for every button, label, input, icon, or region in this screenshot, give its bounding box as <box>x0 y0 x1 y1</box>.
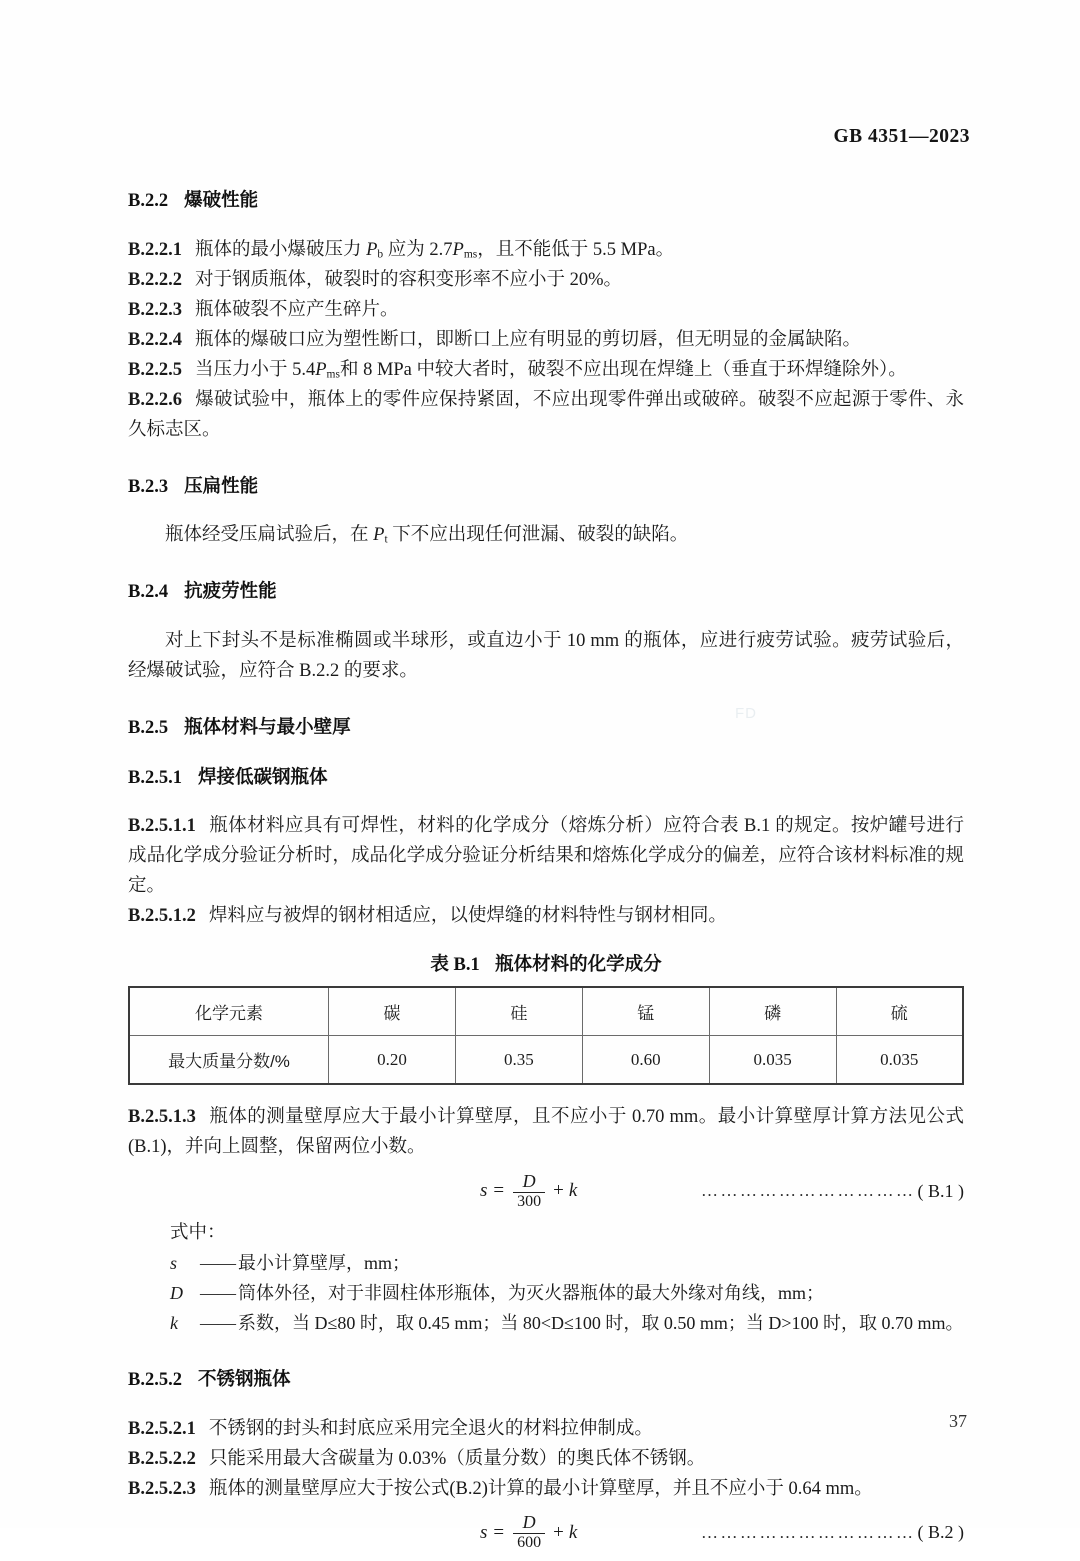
formula-b1-k: k <box>568 1180 578 1202</box>
formula-b2-row <box>128 1505 964 1561</box>
table-b1-row2-c1: 0.20 <box>329 1036 456 1085</box>
table-b1-caption <box>128 950 964 976</box>
clause-b2513-text: 瓶体的测量壁厚应大于最小计算壁厚，且不应小于 0.70 mm。最小计算壁厚计算方法见公式(B.1)，并向上圆整，保留两位小数。 <box>128 1107 964 1158</box>
clause-b221-text-pre: 瓶体的最小爆破压力 <box>194 239 367 260</box>
table-b1-row2-c4: 0.035 <box>709 1036 836 1085</box>
table-b1-row2-label: 最大质量分数/% <box>129 1036 329 1085</box>
heading-b22-title: 爆破性能 <box>184 189 259 210</box>
formula-b2-numerator: D <box>522 1512 536 1533</box>
clause-b223-number: B.2.2.3 <box>128 299 182 320</box>
formula-b1-eq: = <box>493 1180 505 1202</box>
paragraph-b23-post: 下不应出现任何泄漏、破裂的缺陷。 <box>387 525 689 546</box>
paragraph-b24-body: 对上下封头不是标准椭圆或半球形，或直边小于 10 mm 的瓶体，应进行疲劳试验。疲劳试验后，经爆破试验，应符合 B.2.2 的要求。 <box>128 631 964 681</box>
heading-b24-title: 抗疲劳性能 <box>184 580 277 602</box>
clause-b2523-text: 瓶体的测量壁厚应大于按公式(B.2)计算的最小计算壁厚，并且不应小于 0.64 mm。 <box>208 1478 873 1499</box>
clause-b2521 <box>128 1415 964 1445</box>
clause-b2511-number: B.2.5.1.1 <box>128 816 196 837</box>
heading-b25-title: 瓶体材料与最小壁厚 <box>184 715 351 737</box>
symbol-pms: $P_{ms}$ <box>452 239 478 261</box>
formula-b1-label: ( B.1 ) <box>917 1180 964 1201</box>
definition-k-text: 系数，当 D≤80 时，取 0.45 mm；当 80<D≤100 时，取 0.50 mm；当 D>100 时，取 0.70 mm。 <box>238 1312 964 1333</box>
formula-b2-k: k <box>568 1521 578 1543</box>
table-b1-caption-title: 瓶体材料的化学成分 <box>495 953 662 975</box>
table-row <box>129 1036 963 1085</box>
clause-b2521-number: B.2.5.2.1 <box>128 1418 196 1439</box>
heading-b252-number: B.2.5.2 <box>128 1369 182 1390</box>
clause-b226-text: 爆破试验中，瓶体上的零件应保持紧固，不应出现零件弹出或破碎。破裂不应起源于零件、永久标志区。 <box>128 389 964 440</box>
clause-b2512-text: 焊料应与被焊的钢材相适应，以使焊缝的材料特性与钢材相同。 <box>208 906 727 927</box>
definition-d-dash: —— <box>200 1283 236 1304</box>
heading-b251 <box>128 763 964 793</box>
table-b1-header-c3: 锰 <box>582 987 709 1036</box>
clause-b226-number: B.2.2.6 <box>128 389 182 410</box>
clause-b2522 <box>128 1445 964 1475</box>
definition-d-symbol: D <box>170 1283 183 1304</box>
formula-b2-eq: = <box>493 1521 505 1543</box>
heading-b23 <box>128 472 964 502</box>
formula-b1 <box>480 1163 577 1219</box>
definition-k <box>128 1309 964 1339</box>
watermark: FD <box>735 705 757 722</box>
formula-b2-denominator: 600 <box>513 1533 545 1552</box>
clause-b224-number: B.2.2.4 <box>128 329 182 350</box>
definition-k-symbol: k <box>170 1312 178 1333</box>
clause-b223 <box>128 296 964 326</box>
clause-b225-number: B.2.2.5 <box>128 359 182 380</box>
table-b1-header-c2: 硅 <box>455 987 582 1036</box>
clause-b2521-text: 不锈钢的封头和封底应采用完全退火的材料拉伸制成。 <box>208 1418 653 1439</box>
clause-b2513-number: B.2.5.1.3 <box>128 1107 196 1128</box>
clause-b2522-text: 只能采用最大含碳量为 0.03%（质量分数）的奥氏体不锈钢。 <box>208 1448 706 1469</box>
clause-b221-number: B.2.2.1 <box>128 239 182 260</box>
page-content <box>128 186 964 1561</box>
clause-b2522-number: B.2.5.2.2 <box>128 1448 196 1469</box>
formula-b1-denominator: 300 <box>513 1192 545 1211</box>
clause-b2523-number: B.2.5.2.3 <box>128 1478 196 1499</box>
table-row <box>129 987 963 1036</box>
formula-b1-number-group <box>701 1163 964 1219</box>
heading-b22 <box>128 186 964 216</box>
table-b1-caption-number: 表 B.1 <box>430 955 480 976</box>
formula-b1-plus: + <box>553 1180 564 1202</box>
clause-b225 <box>128 356 964 386</box>
definition-d <box>128 1279 964 1309</box>
paragraph-b23-pre: 瓶体经受压扁试验后，在 <box>165 525 374 546</box>
formula-b1-leader-dots: …………………………… <box>701 1181 916 1201</box>
heading-b251-number: B.2.5.1 <box>128 767 182 788</box>
clause-b223-text: 瓶体破裂不应产生碎片。 <box>194 299 399 320</box>
page-number: 37 <box>949 1411 967 1431</box>
definition-k-dash: —— <box>200 1312 236 1333</box>
clause-b2512-number: B.2.5.1.2 <box>128 906 196 927</box>
symbol-pt: $P_t$ <box>373 525 388 546</box>
formula-b2-fraction <box>513 1513 545 1552</box>
definition-d-text: 筒体外径，对于非圆柱体形瓶体，为灭火器瓶体的最大外缘对角线，mm； <box>238 1283 824 1304</box>
clause-b2512 <box>128 902 964 932</box>
clause-b224 <box>128 326 964 356</box>
definition-s <box>128 1249 964 1279</box>
formula-b2-label: ( B.2 ) <box>917 1522 964 1542</box>
clause-b222 <box>128 266 964 296</box>
clause-b226 <box>128 386 964 446</box>
definition-s-symbol: s <box>170 1253 178 1274</box>
clause-b225-text-pre: 当压力小于 5.4 <box>194 359 316 380</box>
clause-b225-text-post: 和 8 MPa 中较大者时，破裂不应出现在焊缝上（垂直于环焊缝除外）。 <box>339 359 907 380</box>
heading-b251-title: 焊接低碳钢瓶体 <box>197 765 328 787</box>
heading-b24-number: B.2.4 <box>128 582 169 603</box>
table-b1-row2-c5: 0.035 <box>836 1036 963 1085</box>
table-b1-row2-c2: 0.35 <box>455 1036 582 1085</box>
running-header-standard-id: GB 4351—2023 <box>833 126 970 147</box>
formula-b1-lhs: s <box>480 1180 488 1202</box>
heading-b23-number: B.2.3 <box>128 476 169 497</box>
heading-b252 <box>128 1365 964 1395</box>
clause-b2511-text: 瓶体材料应具有可焊性，材料的化学成分（熔炼分析）应符合表 B.1 的规定。按炉罐号进行成品化学成分验证分析时，成品化学成分验证分析结果和熔炼化学成分的偏差，应符合该材料标准的规定。 <box>128 816 964 897</box>
clause-b224-text: 瓶体的爆破口应为塑性断口，即断口上应有明显的剪切唇，但无明显的金属缺陷。 <box>194 329 861 350</box>
clause-b2511 <box>128 812 964 902</box>
formula-b2 <box>480 1505 577 1561</box>
symbol-pms-2: $P_{ms}$ <box>315 359 340 381</box>
formula-b1-numerator: D <box>522 1170 536 1191</box>
heading-b252-title: 不锈钢瓶体 <box>197 1367 291 1389</box>
heading-b23-title: 压扁性能 <box>184 474 259 496</box>
table-b1-header-c5: 硫 <box>836 987 963 1036</box>
where-intro: 式中： <box>170 1223 226 1244</box>
formula-b2-plus: + <box>553 1521 564 1543</box>
clause-b222-number: B.2.2.2 <box>128 269 182 290</box>
clause-b221-text-post: ，且不能低于 5.5 MPa。 <box>477 239 675 260</box>
heading-b25 <box>128 713 964 743</box>
clause-b2523 <box>128 1475 964 1505</box>
table-b1-header-label: 化学元素 <box>129 987 329 1036</box>
symbol-pb: $P_b$ <box>366 239 384 261</box>
heading-b22-number: B.2.2 <box>128 191 169 211</box>
table-b1 <box>128 986 964 1085</box>
definition-s-text: 最小计算壁厚，mm； <box>238 1253 411 1274</box>
formula-b2-number-group <box>701 1505 964 1561</box>
formula-b2-leader-dots: …………………………… <box>701 1522 916 1542</box>
clause-b222-text: 对于钢质瓶体，破裂时的容积变形率不应小于 20%。 <box>194 269 623 290</box>
heading-b24 <box>128 577 964 607</box>
clause-b221-text-mid: 应为 2.7 <box>383 239 453 260</box>
table-b1-header-c4: 磷 <box>709 987 836 1036</box>
clause-b221 <box>128 236 964 266</box>
paragraph-b23-body <box>128 521 964 551</box>
heading-b25-number: B.2.5 <box>128 717 169 738</box>
table-b1-header-c1: 碳 <box>329 987 456 1036</box>
clause-b2513 <box>128 1103 964 1163</box>
formula-b1-fraction <box>513 1172 545 1211</box>
table-b1-row2-c3: 0.60 <box>582 1036 709 1085</box>
definition-s-dash: —— <box>200 1253 236 1274</box>
formula-b2-lhs: s <box>480 1521 488 1543</box>
formula-b1-row <box>128 1163 964 1219</box>
